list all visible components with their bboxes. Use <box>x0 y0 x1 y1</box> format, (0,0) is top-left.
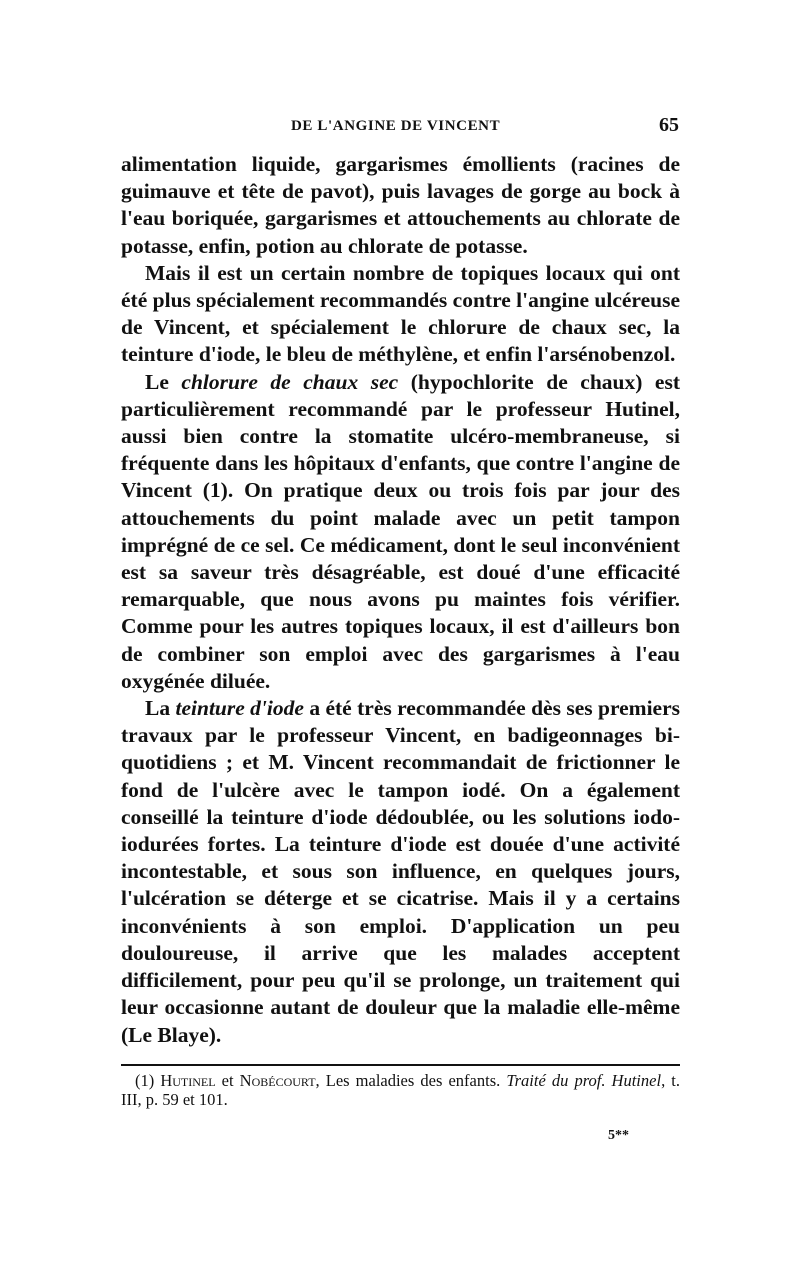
footnote-reference: , t. III, p. 59 et 101. <box>121 1071 680 1109</box>
footnote-connector: et <box>215 1071 240 1090</box>
paragraph-3 <box>121 369 680 695</box>
running-head <box>121 114 681 142</box>
paragraph-4-text: a été très recommandée dès ses premiers travaux par le professeur Vincent, en badigeonnages bi-quotidiens ; et M. Vincent recommandait de frictionner le fond de l'ulcère avec le tampon iodé. On a également conseillé la teinture d'iode dédoublée, ou les solutions iodo-iodurées fortes. La teinture d'iode est douée d'une activité incontestable, et sous son influence, en quelques jours, l'ulcération se déterge et se cicatrise. Mais il y a certains inconvénients à son emploi. D'application un peu douloureuse, il arrive que les malades acceptent difficilement, pour peu qu'il se prolonge, un traitement qui leur occasionne autant de douleur que la maladie elle-même (Le Blaye). <box>121 696 681 1047</box>
paragraph-3-lead: Le <box>145 369 182 394</box>
running-title: DE L'ANGINE DE VINCENT <box>291 118 501 134</box>
signature-mark: 5** <box>608 1128 629 1143</box>
paragraph-4-term: teinture d'iode <box>175 696 304 721</box>
paragraph-3-term: chlorure de chaux sec <box>181 369 399 394</box>
footnote-title: Traité du prof. Hutinel <box>506 1071 662 1090</box>
footnote-text: , Les maladies des enfants. <box>315 1071 507 1090</box>
footnote-author-1: Hutinel <box>160 1071 216 1090</box>
paragraph-2: Mais il est un certain nombre de topiques locaux qui ont été plus spécialement recommandés contre l'angine ulcéreuse de Vincent, et spécialement le chlorure de chaux sec, la teinture d'iode, le bleu de méthylène, et enfin l'arsénobenzol. <box>121 260 680 367</box>
paragraph-4 <box>121 695 680 1049</box>
footnote-rule <box>121 1064 680 1066</box>
footnote-1 <box>121 1071 680 1109</box>
paragraph-3-text: (hypochlorite de chaux) est particulièrement recommandé par le professeur Hutinel, aussi bien contre la stomatite ulcéro-membraneuse, si fréquente dans les hôpitaux d'enfants, que contre l'angine de Vincent (1). On pratique deux ou trois fois par jour des attouchements du point malade avec un petit tampon imprégné de ce sel. Ce médicament, dont le seul inconvénient est sa saveur très désagréable, est doué d'une efficacité remarquable, que nous avons pu maintes fois vérifier. Comme pour les autres topiques locaux, il est d'ailleurs bon de combiner son emploi avec des gargarismes à l'eau oxygénée diluée. <box>121 369 680 693</box>
footnote-author-2: Nobécourt <box>239 1071 316 1090</box>
paragraph-4-lead: La <box>145 696 176 721</box>
footnote-marker: (1) <box>135 1071 161 1090</box>
body-text <box>121 151 680 1049</box>
paragraph-1: alimentation liquide, gargarismes émollients (racines de guimauve et tête de pavot), puis lavages de gorge au bock à l'eau boriquée, gargarismes et attouchements au chlorate de potasse, enfin, potion au chlorate de potasse. <box>121 152 680 258</box>
page-number: 65 <box>659 114 679 136</box>
footnote <box>121 1071 680 1109</box>
